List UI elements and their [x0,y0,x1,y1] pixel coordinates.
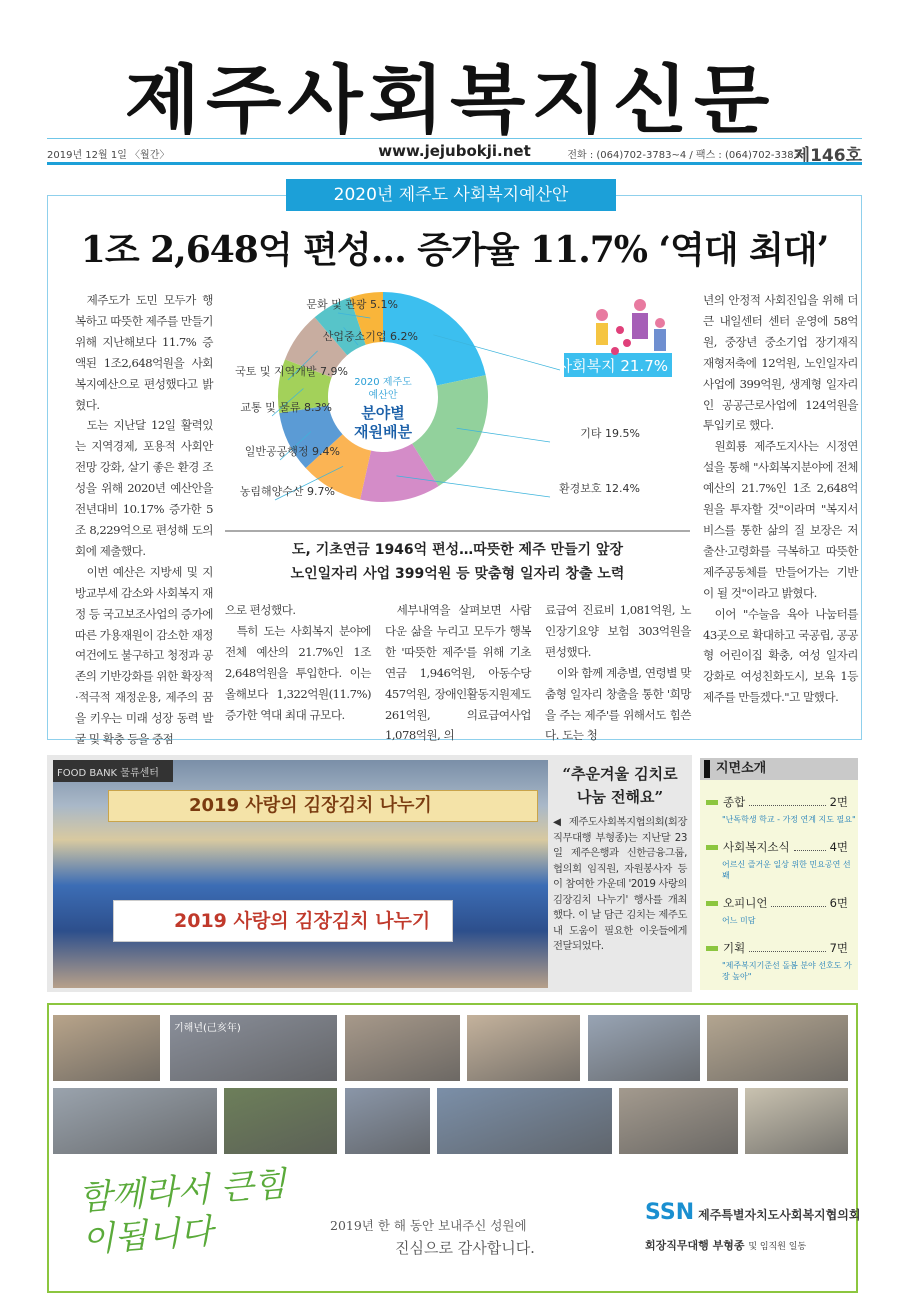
event-photo[interactable] [467,1015,580,1081]
issue-date: 2019년 12월 1일 〈월간〉 [47,150,170,161]
article-column-3 [385,600,531,746]
photo-quote-title: “추운겨울 김치로 나눔 전해요” [562,765,678,806]
paragraph: 료급여 진료비 1,081억원, 노인장기요양 보험 303억원을 편성했다. [545,603,691,659]
bullet-icon [706,800,718,805]
slice-label: 기타 19.5% [580,427,640,440]
budget-donut-chart [220,285,700,525]
paragraph: 년의 안정적 사회진입을 위해 더 큰 내일센터 센터 운영에 58억원, 중장년 중소기업 장기재직 재형저축에 12억원, 노인일자리사업에 399억원, 생계형 일자리인 공공근로사업에 124억원을 투입키로 했다. [703,293,858,433]
article-headline[interactable]: 1조 2,648억 편성… 증가율 11.7% ‘역대 최대’ [80,229,829,271]
toc-summary: 어르신 즐거운 일상 위한 민요공연 선봬 [722,860,851,880]
slice-label: 산업중소기업 6.2% [322,330,418,343]
slice-label: 문화 및 관광 5.1% [306,298,398,311]
slice-label: 교통 및 물류 8.3% [240,401,332,414]
leader-dots [794,843,826,851]
leader-dots [749,944,825,952]
calligraphy-slogan: 함께라서 큰힘이됩니다 [77,1164,288,1261]
photo-label: 기해년(己亥年) [174,1023,241,1034]
paragraph: 이와 함께 계층별, 연령별 맞춤형 일자리 창출을 통한 '희망을 주는 제주'를 위해서도 힘쓴다. 도는 청 [545,665,691,743]
event-photo[interactable] [588,1015,700,1081]
toc-page: 7면 [829,941,848,955]
article-subheadline [225,538,690,586]
event-photo[interactable] [345,1015,460,1081]
family-illustration [596,299,666,355]
article-column-1 [75,290,213,750]
ssn-logo: SSN [645,1200,695,1225]
toc-summary: "제주복지기준선 돌봄 분야 선호도 가장 높아" [722,961,852,981]
article-column-5 [703,290,858,708]
paragraph: 원희룡 제주도지사는 시정연설을 통해 "사회복지분야에 전체예산의 21.7%인 1조 2,648억원을 투자할 것"이라며 "복지서비스를 통한 삶의 질 보장은 저출산·고령화를 극복하고 따뜻한 제주공동체를 만들어가는 기반이 될 것"이라고 밝혔다. [703,439,858,600]
contact-info: 전화 : (064)702-3783~4 / 팩스 : (064)702-3383 [567,150,800,161]
article-column-2 [225,600,371,725]
bullet-icon [706,901,718,906]
bullet-icon [706,946,718,951]
toc-section: 종합 [723,795,746,809]
toc-item[interactable] [706,839,858,881]
toc-section: 기획 [723,941,746,955]
paragraph: 이번 예산은 지방세 및 지방교부세 감소와 사회복지 재정 등 국고보조사업의 증가에 따른 가용재원이 감소한 재정여건에도 불구하고 청정과 공존의 기반강화를 위한 확장적·적극적 재정운용, 제주의 꿈을 키우는 미래 성장 동력 발굴 및 확충 등을 중점 [75,564,213,747]
article-kicker: 2020년 제주도 사회복지예산안 [286,179,616,211]
slice-label: 일반공공행정 9.4% [244,445,340,458]
event-photo[interactable] [170,1015,337,1081]
masthead-info-bar [47,141,862,166]
subheadline-line: 노인일자리 사업 399억원 등 맞춤형 일자리 창출 노력 [290,566,625,582]
slice-label: 농림해양수산 9.7% [239,485,335,498]
toc-section: 사회복지소식 [723,840,790,854]
photo-sign: FOOD BANK 물류센터 [53,760,173,782]
event-photo[interactable] [437,1088,612,1154]
toc-title: 지면소개 [700,758,858,780]
organization-signature [645,1200,860,1253]
toc-page: 6면 [829,896,848,910]
slice-label: 국토 및 지역개발 7.9% [235,365,348,378]
thanks-line: 2019년 한 해 동안 보내주신 성원에 [330,1218,527,1233]
signer-suffix: 및 임직원 일동 [748,1242,807,1252]
chart-center-label: 예산안 [368,390,398,401]
toc-item[interactable] [706,794,858,825]
table-of-contents [700,758,858,990]
toc-section: 오피니언 [723,896,768,910]
paragraph: 세부내역을 살펴보면 사람다운 삶을 누리고 모두가 행복한 '따뜻한 제주'를 위해 기초연금 1,946억원, 아동수당 457억원, 장애인활동지원제도 261억원, 의료급여사업 1,078억원, 의 [385,603,531,743]
organization-name: 제주특별자치도사회복지협의회 [698,1208,861,1222]
toc-page: 2면 [829,795,848,809]
paragraph: 도는 지난달 12일 활력있는 지역경제, 포용적 사회안전망 강화, 살기 좋은 환경 조성을 위해 2020년 예산안을 전년대비 10.17% 증가한 5조 8,229억으로 편성해 도의회에 제출했다. [75,418,213,558]
kimchi-event-photo[interactable] [53,760,548,988]
subheadline-line: 도, 기초연금 1946억 편성…따뜻한 제주 만들기 앞장 [292,542,623,558]
event-photo[interactable] [345,1088,430,1154]
event-photo[interactable] [619,1088,738,1154]
masthead-logo: 제주사회복지신문 [124,56,776,144]
leader-dots [771,899,825,907]
bullet-icon [706,845,718,850]
toc-item[interactable] [706,940,858,982]
chart-center-title: 재원배분 [354,423,412,441]
divider [47,162,862,165]
website-link[interactable]: www.jejubokji.net [378,142,531,160]
thanks-message [330,1215,535,1259]
paragraph: 특히 도는 사회복지 분야에 전체 예산의 21.7%인 1조 2,648억원을 투입한다. 이는 올해보다 1,322억원(11.7%) 증가한 역대 최대 규모다. [225,623,371,722]
slice-label: 환경보호 12.4% [559,482,640,495]
divider [225,530,690,532]
photo-banner: 2019 사랑의 김장김치 나누기 [113,900,453,942]
photo-caption-text: ◀ 제주도사회복지협의회(회장직무대행 부형종)는 지난달 23일 제주은행과 신한금융그룹, 협의회 임직원, 자원봉사자 등이 참여한 가운데 '2019 사랑의 김장김치 나누기' 행사를 개최했다. 이 날 담근 김치는 제주도내 도움이 필요한 이웃들에게 전달되었다. [553,816,687,952]
photo-caption [553,763,687,955]
event-photo[interactable] [224,1088,337,1154]
chart-center-title: 분야별 [361,404,405,422]
toc-item[interactable] [706,895,858,926]
paragraph: 이어 "수눌음 육아 나눔터를 43곳으로 확대하고 국공립, 공공형 어린이집 확충, 여성 일자리 강화로 여성친화도시, 보육 1등 제주를 만들겠다."고 말했다. [703,606,858,705]
thanks-line: 진심으로 감사합니다. [395,1239,535,1257]
photo-banner: 2019 사랑의 김장김치 나누기 [108,790,538,822]
event-photo[interactable] [707,1015,848,1081]
event-photo[interactable] [53,1088,217,1154]
leader-dots [749,798,825,806]
issue-number: 제146호 [793,146,862,166]
event-photo[interactable] [745,1088,848,1154]
toc-page: 4면 [829,840,848,854]
toc-summary: 어느 미담 [722,916,756,925]
divider [47,138,862,139]
slice-label: 사회복지 21.7% [557,357,668,375]
paragraph: 으로 편성했다. [225,603,296,617]
article-column-4 [545,600,691,746]
signer-name: 회장직무대행 부형종 [645,1239,745,1252]
chart-center-label: 2020 제주도 [354,377,412,388]
event-photo[interactable] [53,1015,160,1081]
toc-summary: "난독학생 학교 - 가정 연계 지도 필요" [722,815,856,824]
paragraph: 제주도가 도민 모두가 행복하고 따뜻한 제주를 만들기 위해 지난해보다 11.7% 증액된 1조2,648억원을 사회복지예산으로 편성했다고 밝혔다. [75,293,213,412]
